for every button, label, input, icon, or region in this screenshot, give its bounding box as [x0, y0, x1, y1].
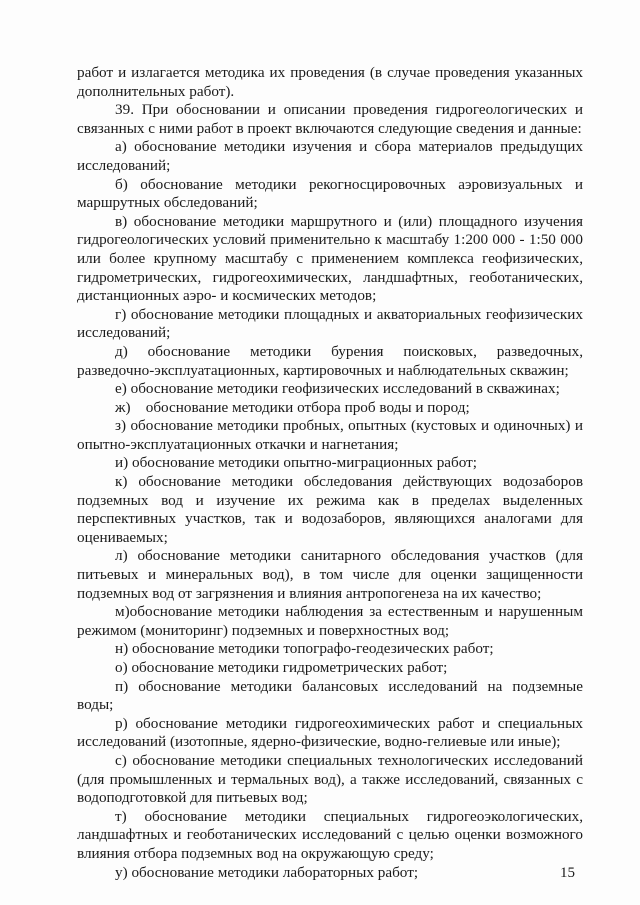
list-item-a: а) обоснование методики изучения и сбора материалов предыдущих исследований;	[77, 138, 583, 174]
list-item-b: б) обоснование методики рекогносцировочных аэровизуальных и маршрутных обследований;	[77, 175, 583, 212]
paragraph-continuation: работ и излагается методика их проведения (в случае проведения указанных дополнительных работ).	[77, 64, 583, 100]
list-item-v: в) обоснование методики маршрутного и (или) площадного изучения гидрогеологических условий применительно к масштабу 1:200 000 - 1:50 000 или более крупному масштабу с применением комплекса геофизических, гидрометрических, гидрогеохимических, ландшафтных, геоботанических, дистанционных аэро- и космических методов;	[77, 212, 583, 305]
list-item-p: п) обоснование методики балансовых исследований на подземные воды;	[77, 677, 583, 714]
list-item-l: л) обоснование методики санитарного обследования участков (для питьевых и минеральных вод), в том числе для оценки защищенности подземных вод от загрязнения и влияния антропогенеза на их качество;	[77, 547, 583, 602]
list-item-s: с) обоснование методики специальных технологических исследований (для промышленных и термальных вод), а также исследований, связанных с водоподготовкой для питьевых вод;	[77, 751, 583, 807]
list-item-o: о) обоснование методики гидрометрических работ;	[115, 659, 448, 676]
list-item-z: з) обоснование методики пробных, опытных (кустовых и одиночных) и опытно-эксплуатационных откачки и нагнетания;	[77, 417, 583, 453]
page-number: 15	[560, 865, 575, 881]
list-item-e: е) обоснование методики геофизических исследований в скважинах;	[115, 380, 560, 398]
list-item-r: р) обоснование методики гидрогеохимических работ и специальных исследований (изотопные, ядерно-физические, водно-гелиевые или иные);	[77, 714, 583, 751]
document-body	[77, 64, 583, 882]
list-item-i: и) обоснование методики опытно-миграционных работ;	[115, 454, 478, 472]
list-item-u: у) обоснование методики лабораторных работ;	[115, 863, 419, 881]
list-item-n: н) обоснование методики топографо-геодезических работ;	[115, 640, 494, 658]
paragraph-39: 39. При обосновании и описании проведения гидрогеологических и связанных с ними работ в проект включаются следующие сведения и данные:	[77, 101, 583, 137]
list-item-g: г) обоснование методики площадных и акваториальных геофизических исследований;	[77, 305, 583, 342]
list-item-zh: ж) обоснование методики отбора проб воды и пород;	[115, 398, 470, 416]
list-item-k: к) обоснование методики обследования действующих водозаборов подземных вод и изучение их режима как в пределах выделенных перспективных участков, так и водозаборов, являющихся аналогами для оцениваемых;	[77, 473, 583, 546]
list-item-d: д) обоснование методики бурения поисковых, разведочных, разведочно-эксплуатационных, картировочных и наблюдательных скважин;	[77, 342, 583, 379]
list-item-t: т) обоснование методики специальных гидрогеоэкологических, ландшафтных и геоботанических исследований с целью оценки возможного влияния отбора подземных вод на окружающую среду;	[77, 807, 583, 862]
list-item-m: м)обоснование методики наблюдения за естественным и нарушенным режимом (мониторинг) подземных и поверхностных вод;	[77, 603, 583, 639]
